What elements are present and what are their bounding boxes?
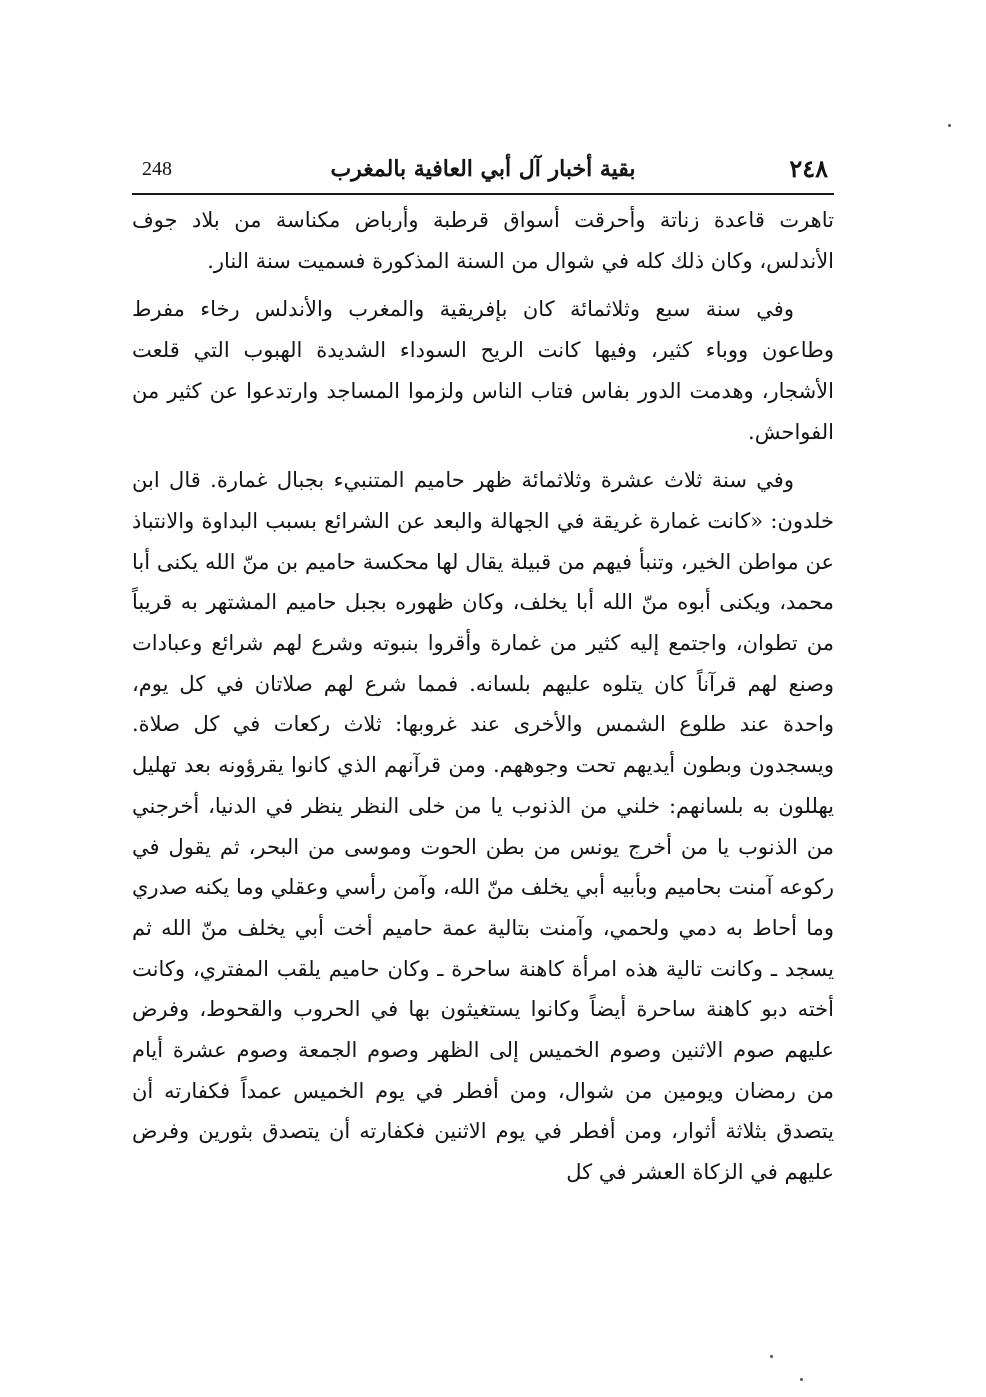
scan-speck (800, 1378, 803, 1381)
paragraph-1: تاهرت قاعدة زناتة وأحرقت أسواق قرطبة وأرباض مكناسة من بلاد جوف الأندلس، وكان ذلك كله في شوال من السنة المذكورة فسميت سنة النار. (132, 208, 834, 273)
running-title: بقية أخبار آل أبي العافية بالمغرب (330, 156, 636, 182)
paragraph-3: وفي سنة ثلاث عشرة وثلاثمائة ظهر حاميم المتنبيء بجبال غمارة. قال ابن خلدون: «كانت غمارة غريقة في الجهالة والبعد عن الشرائع بسبب البداوة والانتباذ عن مواطن الخير، وتنبأ فيهم من قبيلة يقال لها محكسة حاميم بن منّ الله يكنى أبا محمد، ويكنى أبوه منّ الله أبا يخلف، وكان ظهوره بجبل حاميم المشتهر به قريباً من تطوان، واجتمع إليه كثير من غمارة وأقروا بنبوته وشرع لهم شرائع وعبادات وصنع لهم قرآناً كان يتلوه عليهم بلسانه. فمما شرع لهم صلاتان في كل يوم، واحدة عند طلوع الشمس والأخرى عند غروبها: ثلاث ركعات في كل صلاة. ويسجدون وبطون أيديهم تحت وجوههم. ومن قرآنهم الذي كانوا يقرؤونه بعد تهليل يهللون به بلسانهم: خلني من الذنوب يا من خلى النظر ينظر في الدنيا، أخرجني من الذنوب يا من أخرج يونس من بطن الحوت وموسى من البحر، ثم يقول في ركوعه آمنت بحاميم وبأبيه أبي يخلف منّ الله، وآمن رأسي وعقلي وما يكنه صدري وما أحاط به دمي ولحمي، وآمنت بتالية عمة حاميم أخت أبي يخلف منّ الله ثم يسجد ـ وكانت تالية هذه امرأة كاهنة ساحرة ـ وكان حاميم يلقب المفتري، وكانت أخته دبو كاهنة ساحرة أيضاً وكانوا يستغيثون بها في الحروب والقحوط، وفرض عليهم صوم الاثنين وصوم الخميس إلى الظهر وصوم الجمعة وصوم عشرة أيام من رمضان ويومين من شوال، ومن أفطر في يوم الخميس عمداً فكفارته أن يتصدق بثلاثة أثوار، ومن أفطر في يوم الاثنين فكفارته أن يتصدق بثورين وفرض عليهم في الزكاة العشر في كل (132, 468, 834, 1185)
page-header (132, 148, 834, 192)
paragraph-2: وفي سنة سبع وثلاثمائة كان بإفريقية والمغرب والأندلس رخاء مفرط وطاعون ووباء كثير، وفيها كانت الريح السوداء الشديدة الهبوب التي قلعت الأشجار، وهدمت الدور بفاس فتاب الناس ولزموا المساجد وارتدعوا عن كثير من الفواحش. (132, 297, 834, 444)
header-rule (132, 193, 834, 195)
scan-speck (948, 124, 951, 127)
page-number-arabic: ٢٤٨ (789, 154, 828, 183)
scan-speck (770, 1355, 773, 1358)
body-text (132, 200, 834, 1201)
page-number-latin: 248 (142, 158, 172, 180)
